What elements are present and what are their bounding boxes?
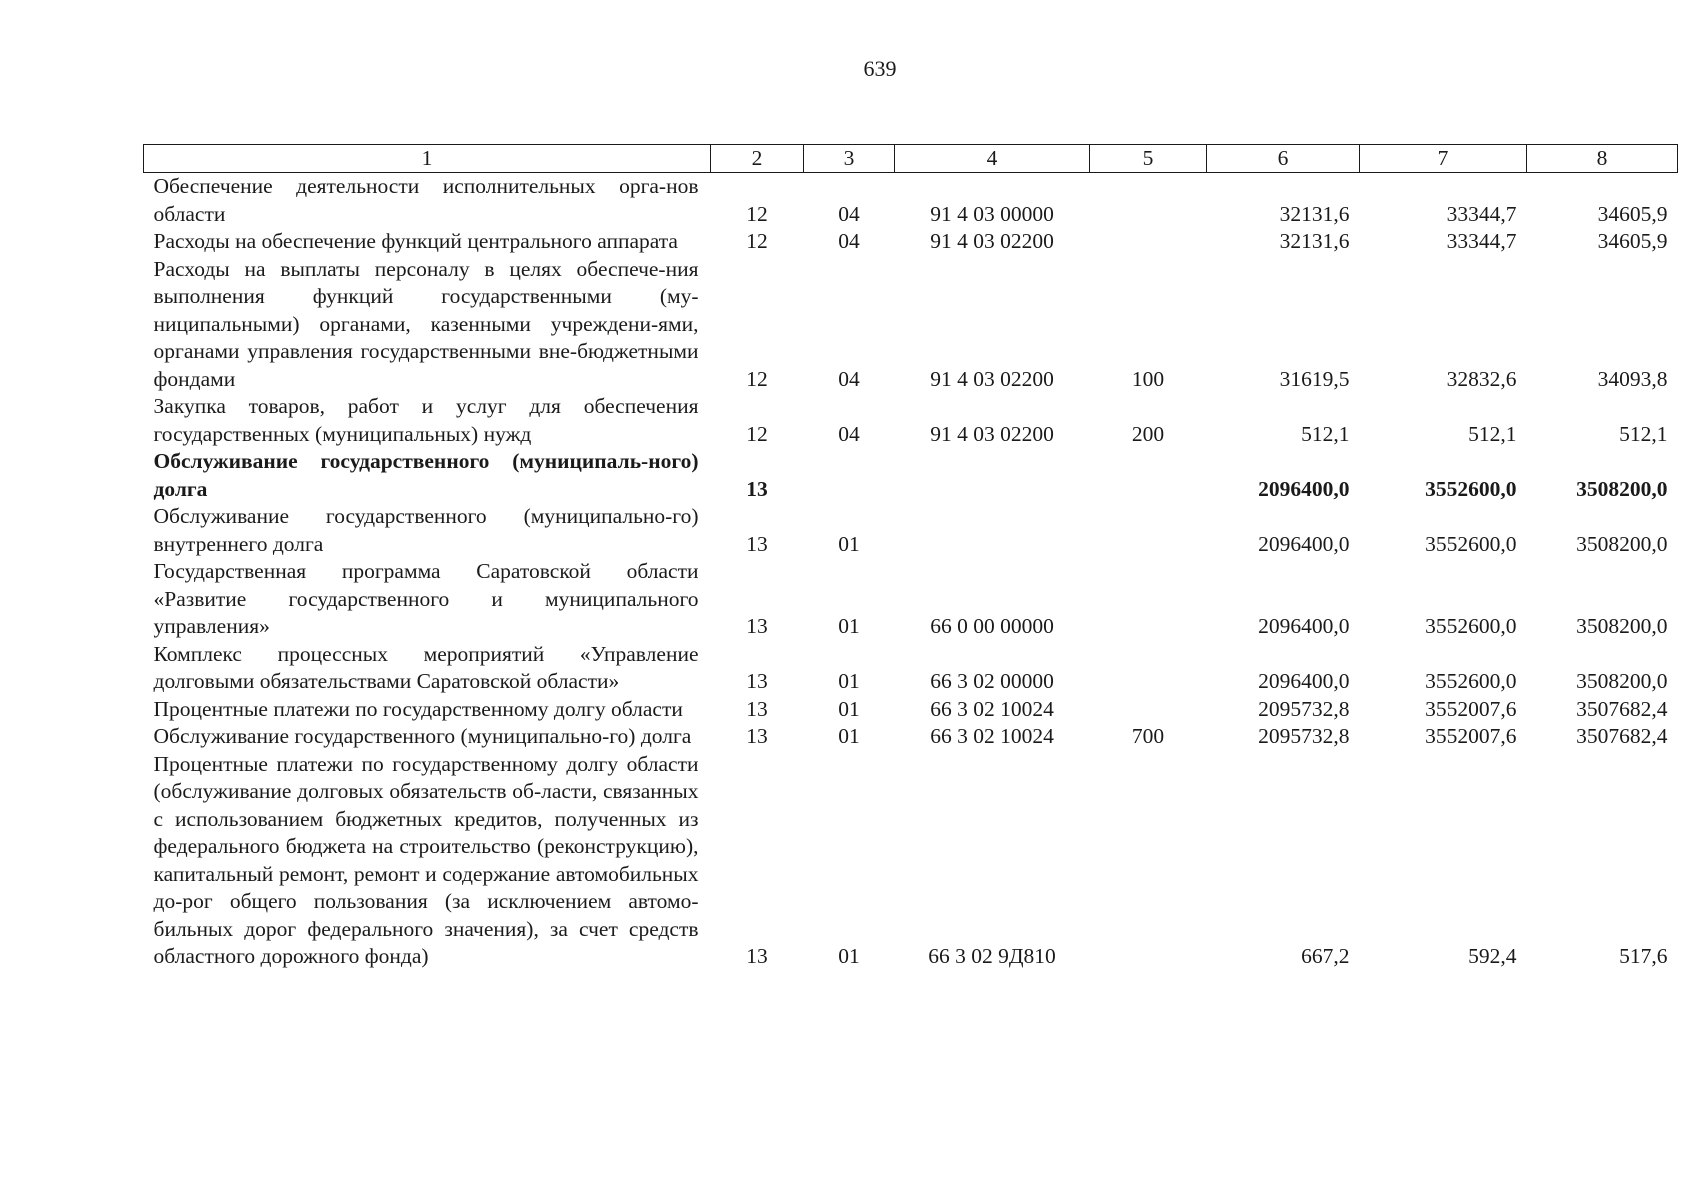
target-article-code: 66 3 02 9Д810 (928, 944, 1056, 968)
section-code: 12 (746, 229, 768, 253)
subsection-code: 04 (838, 366, 860, 391)
section-code: 13 (746, 614, 768, 638)
amount-col-7: 3552600,0 (1425, 531, 1517, 556)
target-article-code (895, 448, 1090, 503)
amount-col-8: 512,1 (1619, 421, 1668, 446)
table-row (144, 503, 1678, 558)
amount-col-7: 33344,7 (1446, 229, 1517, 253)
table-body (144, 173, 1678, 971)
amount-col-8: 3507682,4 (1576, 724, 1668, 748)
amount-col-7: 592,4 (1468, 944, 1517, 968)
column-header-7: 7 (1360, 145, 1527, 173)
subsection-code: 01 (838, 724, 860, 748)
amount-col-6: 2095732,8 (1258, 724, 1350, 748)
amount-col-6: 2096400,0 (1258, 669, 1350, 693)
expense-type-code (1090, 448, 1207, 503)
amount-col-6: 2096400,0 (1258, 476, 1350, 501)
expense-type-code (1090, 503, 1207, 558)
table-row (144, 173, 1678, 229)
section-code: 12 (746, 201, 768, 226)
item-name: Процентные платежи по государственному долгу области (обслуживание долговых обязательств об-ласти, связанных с использованием бюджетных кредитов, полученных из федерального бюджета на строительство (реконструкцию), капитальный ремонт, ремонт и содержание автомобильных до-рог общего пользования (за исключением автомо-бильных дорог федерального значения), за счет средств областного дорожного фонда) (153, 751, 699, 968)
subsection-code: 04 (838, 201, 860, 226)
expense-type-code (1090, 641, 1207, 696)
column-number-header-row (144, 145, 1678, 173)
amount-col-8: 3508200,0 (1576, 476, 1668, 501)
amount-col-7: 3552007,6 (1425, 724, 1517, 748)
amount-col-6: 32131,6 (1279, 201, 1350, 226)
amount-col-7: 32832,6 (1446, 366, 1517, 391)
table-row (144, 256, 1678, 394)
amount-col-8: 3508200,0 (1576, 531, 1668, 556)
amount-col-8: 517,6 (1619, 944, 1668, 968)
target-article-code: 91 4 03 02200 (930, 421, 1054, 446)
column-header-3: 3 (804, 145, 895, 173)
subsection-code: 04 (838, 421, 860, 446)
subsection-code: 01 (838, 531, 860, 556)
item-name: Расходы на выплаты персоналу в целях обеспече-ния выполнения функций государственными (му-ниципальными) органами, казенными учреждени-ями, органами управления государственными вне-бюджетными фондами (153, 256, 699, 391)
expense-type-code: 100 (1131, 366, 1165, 391)
item-name: Государственная программа Саратовской области «Развитие государственного и муниципального управления» (153, 559, 699, 638)
column-header-8: 8 (1527, 145, 1678, 173)
amount-col-8: 3507682,4 (1576, 696, 1668, 721)
target-article-code: 66 0 00 00000 (930, 614, 1054, 638)
target-article-code: 91 4 03 02200 (930, 366, 1054, 391)
amount-col-8: 3508200,0 (1576, 614, 1668, 638)
item-name: Обслуживание государственного (муниципально-го) долга (153, 724, 692, 748)
section-code: 13 (746, 476, 768, 501)
item-name: Комплекс процессных мероприятий «Управление долговыми обязательствами Саратовской области» (153, 641, 699, 693)
section-code: 13 (746, 944, 768, 968)
amount-col-6: 667,2 (1301, 944, 1350, 968)
section-code: 13 (746, 531, 768, 556)
section-code: 12 (746, 366, 768, 391)
amount-col-7: 3552600,0 (1425, 476, 1517, 501)
section-code: 13 (746, 696, 768, 721)
amount-col-6: 2096400,0 (1258, 614, 1350, 638)
item-name: Обеспечение деятельности исполнительных орга-нов области (153, 174, 699, 226)
target-article-code (895, 503, 1090, 558)
target-article-code: 91 4 03 02200 (930, 229, 1054, 253)
budget-table (143, 144, 1678, 971)
column-header-6: 6 (1207, 145, 1360, 173)
expense-type-code (1090, 696, 1207, 724)
table-row (144, 723, 1678, 751)
table-row (144, 448, 1678, 503)
amount-col-8: 3508200,0 (1576, 669, 1668, 693)
column-header-5: 5 (1090, 145, 1207, 173)
subsection-code: 01 (838, 669, 860, 693)
column-header-2: 2 (711, 145, 804, 173)
table-row (144, 696, 1678, 724)
subsection-code (804, 448, 895, 503)
subsection-code: 04 (838, 229, 860, 253)
table-row (144, 751, 1678, 971)
amount-col-6: 512,1 (1301, 421, 1350, 446)
amount-col-6: 31619,5 (1279, 366, 1350, 391)
subsection-code: 01 (838, 614, 860, 638)
table-row (144, 228, 1678, 256)
amount-col-8: 34605,9 (1597, 229, 1668, 253)
amount-col-7: 3552007,6 (1425, 696, 1517, 721)
amount-col-7: 33344,7 (1446, 201, 1517, 226)
amount-col-8: 34605,9 (1597, 201, 1668, 226)
section-code: 13 (746, 669, 768, 693)
amount-col-7: 512,1 (1468, 421, 1517, 446)
amount-col-6: 32131,6 (1279, 229, 1350, 253)
page-number: 639 (863, 56, 897, 81)
table-row (144, 393, 1678, 448)
expense-type-code: 200 (1131, 421, 1165, 446)
table-row (144, 641, 1678, 696)
item-name: Обслуживание государственного (муниципаль-ного) долга (153, 449, 699, 501)
amount-col-7: 3552600,0 (1425, 669, 1517, 693)
column-header-1: 1 (144, 145, 711, 173)
target-article-code: 66 3 02 00000 (930, 669, 1054, 693)
item-name: Расходы на обеспечение функций центрального аппарата (153, 229, 678, 253)
amount-col-6: 2095732,8 (1258, 696, 1350, 721)
expense-type-code (1090, 228, 1207, 256)
expense-type-code (1090, 173, 1207, 229)
section-code: 13 (746, 724, 768, 748)
section-code: 12 (746, 421, 768, 446)
table-row (144, 558, 1678, 641)
subsection-code: 01 (838, 944, 860, 968)
target-article-code: 66 3 02 10024 (930, 724, 1054, 748)
amount-col-6: 2096400,0 (1258, 531, 1350, 556)
expense-type-code (1090, 558, 1207, 641)
target-article-code: 91 4 03 00000 (930, 201, 1054, 226)
expense-type-code: 700 (1131, 724, 1165, 748)
item-name: Закупка товаров, работ и услуг для обеспечения государственных (муниципальных) нужд (153, 394, 699, 446)
amount-col-7: 3552600,0 (1425, 614, 1517, 638)
item-name: Обслуживание государственного (муниципально-го) внутреннего долга (153, 504, 699, 556)
column-header-4: 4 (895, 145, 1090, 173)
item-name: Процентные платежи по государственному долгу области (153, 696, 683, 721)
amount-col-8: 34093,8 (1597, 366, 1668, 391)
target-article-code: 66 3 02 10024 (930, 696, 1054, 721)
expense-type-code (1090, 751, 1207, 971)
subsection-code: 01 (838, 696, 860, 721)
